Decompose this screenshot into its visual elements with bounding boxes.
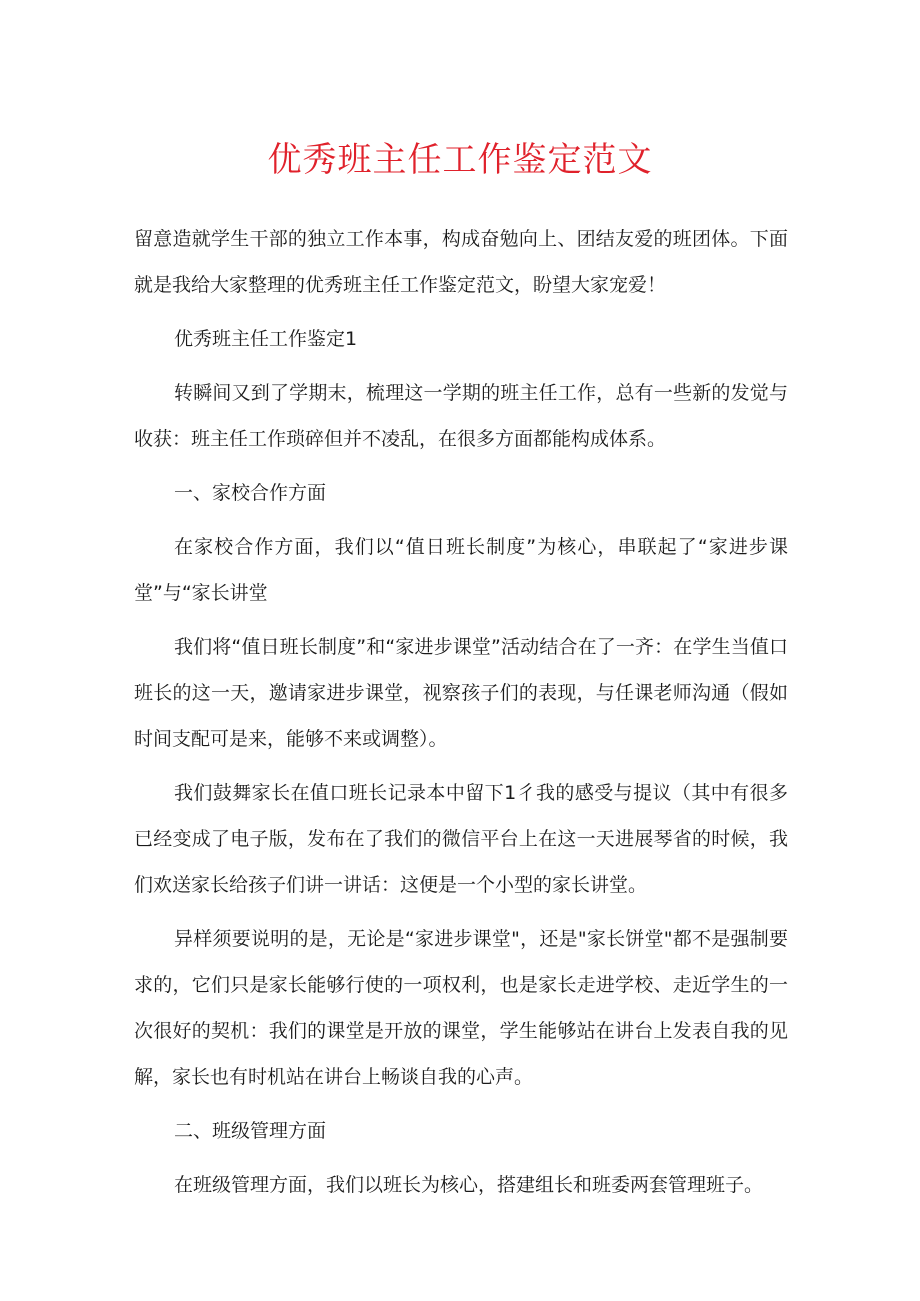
paragraph-intro: 留意造就学生干部的独立工作本事，构成奋勉向上、团结友爱的班团体。下面就是我给大家整理的优秀班主任工作鉴定范文，盼望大家宠爱！ <box>134 228 788 296</box>
paragraph: 转瞬间又到了学期末，梳理这一学期的班主任工作，总有一些新的发觉与收获：班主任工作琐碎但并不凌乱，在很多方面都能构成体系。 <box>134 382 788 450</box>
document-title: 优秀班主任工作鉴定范文 <box>267 140 653 180</box>
paragraph: 在家校合作方面，我们以“值日班长制度”为核心，串联起了“家进步课堂”与“家长讲堂 <box>134 536 788 604</box>
section-heading-class-management: 二、班级管理方面 <box>174 1120 327 1142</box>
section-heading-home-school: 一、家校合作方面 <box>174 482 327 504</box>
document-body <box>134 216 788 1216</box>
paragraph: 我们鼓舞家长在值口班长记录本中留下1彳我的感受与提议（其中有很多已经变成了电子版，发布在了我们的微信平台上在这一天进展琴省的时候，我们欢送家长给孩子们讲一讲话：这便是一个小型的家长讲堂。 <box>134 782 788 896</box>
section-heading-appraisal-1: 优秀班主任工作鉴定1 <box>174 328 358 350</box>
paragraph: 在班级管理方面，我们以班长为核心，搭建组长和班委两套管理班子。 <box>174 1174 764 1196</box>
paragraph: 异样须要说明的是，无论是“家进步课堂"，还是"家长饼堂"都不是强制要求的，它们只是家长能够行使的一项权利，也是家长走进学校、走近学生的一次很好的契机：我们的课堂是开放的课堂，学生能够站在讲台上发表自我的见解，家长也有时机站在讲台上畅谈自我的心声。 <box>134 928 788 1088</box>
paragraph: 我们将“值日班长制度”和“家进步课堂”活动结合在了一齐：在学生当值口班长的这一天，邀请家进步课堂，视察孩子们的表现，与任课老师沟通（假如时间支配可是来，能够不来或调整）。 <box>134 636 788 750</box>
